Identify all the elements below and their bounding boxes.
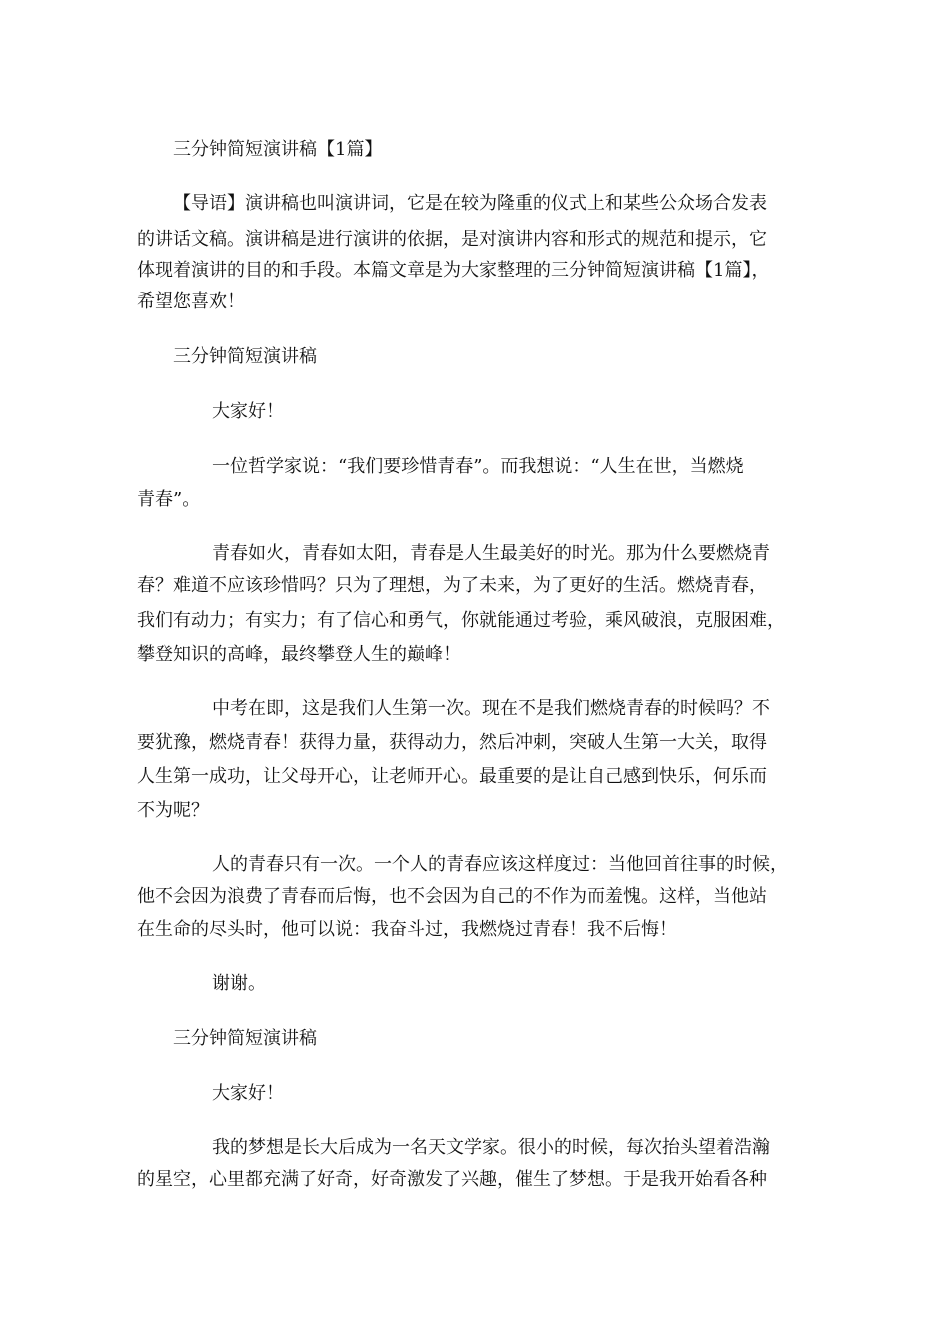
speech-heading: 三分钟简短演讲稿 (173, 346, 317, 367)
paragraph-line: 我们有动力；有实力；有了信心和勇气，你就能通过考验，乘风破浪，克服困难， (137, 610, 785, 631)
speech-heading: 三分钟简短演讲稿 (173, 1028, 317, 1049)
speech-greeting: 大家好！ (212, 401, 284, 422)
document-title: 三分钟简短演讲稿【1篇】 (173, 139, 383, 160)
paragraph-line: 攀登知识的高峰，最终攀登人生的巅峰！ (137, 644, 461, 665)
paragraph-line: 不为呢？ (137, 800, 209, 821)
intro-line: 希望您喜欢！ (137, 291, 245, 312)
paragraph-line: 人生第一成功，让父母开心，让老师开心。最重要的是让自己感到快乐，何乐而 (137, 766, 767, 787)
speech-closing: 谢谢。 (212, 973, 266, 994)
paragraph-line: 他不会因为浪费了青春而后悔，也不会因为自己的不作为而羞愧。这样，当他站 (137, 886, 767, 907)
paragraph-line: 在生命的尽头时，他可以说：我奋斗过，我燃烧过青春！我不后悔！ (137, 919, 677, 940)
speech-greeting: 大家好！ (212, 1083, 284, 1104)
paragraph-line: 我的梦想是长大后成为一名天文学家。很小的时候，每次抬头望着浩瀚 (212, 1137, 770, 1158)
intro-line: 体现着演讲的目的和手段。本篇文章是为大家整理的三分钟简短演讲稿【1篇】， (137, 260, 770, 281)
paragraph-line: 人的青春只有一次。一个人的青春应该这样度过：当他回首往事的时候， (212, 854, 788, 875)
paragraph-line: 青春如火，青春如太阳，青春是人生最美好的时光。那为什么要燃烧青 (212, 543, 770, 564)
paragraph-line: 春？难道不应该珍惜吗？只为了理想，为了未来，为了更好的生活。燃烧青春， (137, 575, 767, 596)
intro-line: 【导语】演讲稿也叫演讲词，它是在较为隆重的仪式上和某些公众场合发表 (173, 193, 767, 214)
paragraph-line: 的星空，心里都充满了好奇，好奇激发了兴趣，催生了梦想。于是我开始看各种 (137, 1169, 767, 1190)
paragraph-line: 要犹豫，燃烧青春！获得力量，获得动力，然后冲刺，突破人生第一大关，取得 (137, 732, 767, 753)
intro-line: 的讲话文稿。演讲稿是进行演讲的依据，是对演讲内容和形式的规范和提示，它 (137, 229, 767, 250)
paragraph-line: 中考在即，这是我们人生第一次。现在不是我们燃烧青春的时候吗？不 (212, 698, 770, 719)
paragraph-line: 一位哲学家说：“我们要珍惜青春”。而我想说：“人生在世，当燃烧 (212, 456, 744, 477)
paragraph-line: 青春”。 (137, 489, 201, 510)
